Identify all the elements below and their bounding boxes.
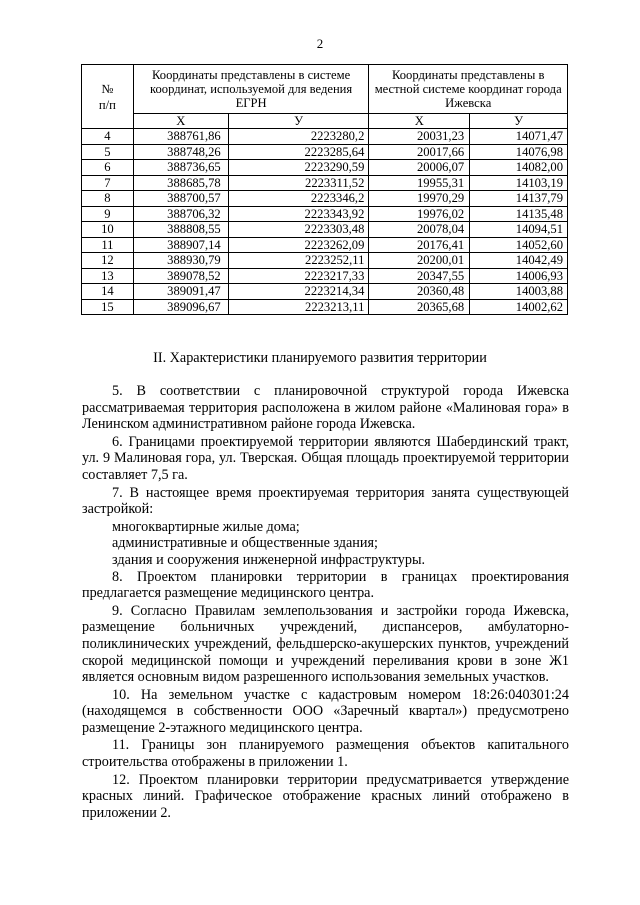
egrn-y-value: 2223285,64 <box>228 144 369 160</box>
list-item: административные и общественные здания; <box>112 535 378 552</box>
egrn-y-value: 2223343,92 <box>228 206 369 222</box>
row-number: 9 <box>82 206 134 222</box>
egrn-y-value: 2223252,11 <box>228 253 369 269</box>
table-axes-row <box>82 114 568 129</box>
egrn-y-value: 2223346,2 <box>228 191 369 207</box>
egrn-x-value: 389091,47 <box>133 284 228 300</box>
table-row <box>82 284 568 300</box>
local-y-value: 14082,00 <box>470 160 568 176</box>
local-y-value: 14002,62 <box>470 299 568 315</box>
egrn-x-value: 388808,55 <box>133 222 228 238</box>
table-row <box>82 206 568 222</box>
list-item: многоквартирные жилые дома; <box>112 518 300 535</box>
local-x-value: 20347,55 <box>369 268 470 284</box>
paragraph-7: 7. В настоящее время проектируемая территория занята существующей застройкой: <box>82 484 569 518</box>
page-number: 2 <box>316 36 324 51</box>
egrn-x-value: 389078,52 <box>133 268 228 284</box>
section-title: II. Характеристики планируемого развития территории <box>153 350 487 366</box>
egrn-x-value: 388748,26 <box>133 144 228 160</box>
egrn-x-value: 389096,67 <box>133 299 228 315</box>
local-x-value: 19970,29 <box>369 191 470 207</box>
egrn-y-value: 2223214,34 <box>228 284 369 300</box>
local-y-value: 14076,98 <box>470 144 568 160</box>
egrn-x-value: 388761,86 <box>133 129 228 145</box>
local-x-value: 20006,07 <box>369 160 470 176</box>
egrn-x-value: 388706,32 <box>133 206 228 222</box>
table-row <box>82 237 568 253</box>
local-y-value: 14003,88 <box>470 284 568 300</box>
local-y-value: 14006,93 <box>470 268 568 284</box>
table-row <box>82 222 568 238</box>
local-y-value: 14094,51 <box>470 222 568 238</box>
egrn-y-value: 2223303,48 <box>228 222 369 238</box>
col-number-header: № п/п <box>82 65 134 129</box>
local-x-value: 20176,41 <box>369 237 470 253</box>
local-y-value: 14042,49 <box>470 253 568 269</box>
local-x-value: 19976,02 <box>369 206 470 222</box>
row-number: 14 <box>82 284 134 300</box>
table-row <box>82 268 568 284</box>
egrn-y-value: 2223213,11 <box>228 299 369 315</box>
paragraph-5: 5. В соответствии с планировочной структурой города Ижевска рассматриваемая территория расположена в жилом районе «Малиновая гора» в Ленинском административном районе города Ижевска. <box>82 383 569 433</box>
local-x-value: 20078,04 <box>369 222 470 238</box>
table-row <box>82 299 568 315</box>
coordinates-table-body <box>82 129 568 315</box>
row-number: 11 <box>82 237 134 253</box>
paragraph-10: 10. На земельном участке с кадастровым номером 18:26:040301:24 (находящемся в собственности ООО «Заречный квартал») предусмотрено размещение 2-этажного медицинского центра. <box>82 686 569 736</box>
egrn-y-value: 2223311,52 <box>228 175 369 191</box>
local-x-value: 20031,23 <box>369 129 470 145</box>
list-item: здания и сооружения инженерной инфраструктуры. <box>112 551 426 568</box>
local-x-value: 20365,68 <box>369 299 470 315</box>
egrn-y-value: 2223262,09 <box>228 237 369 253</box>
local-x-value: 20017,66 <box>369 144 470 160</box>
local-x-value: 19955,31 <box>369 175 470 191</box>
table-row <box>82 160 568 176</box>
paragraph-12: 12. Проектом планировки территории предусматривается утверждение красных линий. Графическое отображение красных линий отображено в приложении 2. <box>82 771 569 821</box>
row-number: 13 <box>82 268 134 284</box>
paragraph-8: 8. Проектом планировки территории в границах проектирования предлагается размещение медицинского центра. <box>82 568 569 602</box>
row-number: 12 <box>82 253 134 269</box>
table-row <box>82 144 568 160</box>
row-number: 10 <box>82 222 134 238</box>
table-header-row <box>82 65 568 114</box>
egrn-x-value: 388736,65 <box>133 160 228 176</box>
local-y-value: 14103,19 <box>470 175 568 191</box>
row-number: 4 <box>82 129 134 145</box>
table-row <box>82 175 568 191</box>
table-row <box>82 253 568 269</box>
row-number: 15 <box>82 299 134 315</box>
coordinates-table <box>81 64 568 315</box>
egrn-x-value: 388930,79 <box>133 253 228 269</box>
egrn-y-value: 2223290,59 <box>228 160 369 176</box>
body-text <box>82 383 569 821</box>
egrn-x-value: 388907,14 <box>133 237 228 253</box>
local-y-value: 14071,47 <box>470 129 568 145</box>
egrn-y-header: У <box>228 114 369 129</box>
egrn-x-value: 388685,78 <box>133 175 228 191</box>
paragraph-11: 11. Границы зон планируемого размещения объектов капитального строительства отображены в приложении 1. <box>82 737 569 771</box>
local-y-header: У <box>470 114 568 129</box>
egrn-x-header: X <box>133 114 228 129</box>
table-row <box>82 191 568 207</box>
local-y-value: 14052,60 <box>470 237 568 253</box>
local-x-value: 20360,48 <box>369 284 470 300</box>
local-y-value: 14137,79 <box>470 191 568 207</box>
row-number: 5 <box>82 144 134 160</box>
local-x-value: 20200,01 <box>369 253 470 269</box>
table-row <box>82 129 568 145</box>
egrn-y-value: 2223217,33 <box>228 268 369 284</box>
row-number: 7 <box>82 175 134 191</box>
local-y-value: 14135,48 <box>470 206 568 222</box>
egrn-coords-header: Координаты представлены в системе координат, используемой для ведения ЕГРН <box>133 65 369 114</box>
local-x-header: X <box>369 114 470 129</box>
egrn-y-value: 2223280,2 <box>228 129 369 145</box>
paragraph-6: 6. Границами проектируемой территории являются Шабердинский тракт, ул. 9 Малиновая гора, ул. Тверская. Общая площадь проектируемой территории составляет 7,5 га. <box>82 433 569 483</box>
row-number: 8 <box>82 191 134 207</box>
row-number: 6 <box>82 160 134 176</box>
paragraph-9: 9. Согласно Правилам землепользования и застройки города Ижевска, размещение больничных учреждений, диспансеров, амбулаторно-поликлинических учреждений, фельдшерско-акушерских пунктов, учреждений скорой медицинской помощи и учреждений переливания крови в зоне Ж1 является основным видом разрешенного использования земельных участков. <box>82 602 569 686</box>
local-coords-header: Координаты представлены в местной системе координат города Ижевска <box>369 65 568 114</box>
egrn-x-value: 388700,57 <box>133 191 228 207</box>
